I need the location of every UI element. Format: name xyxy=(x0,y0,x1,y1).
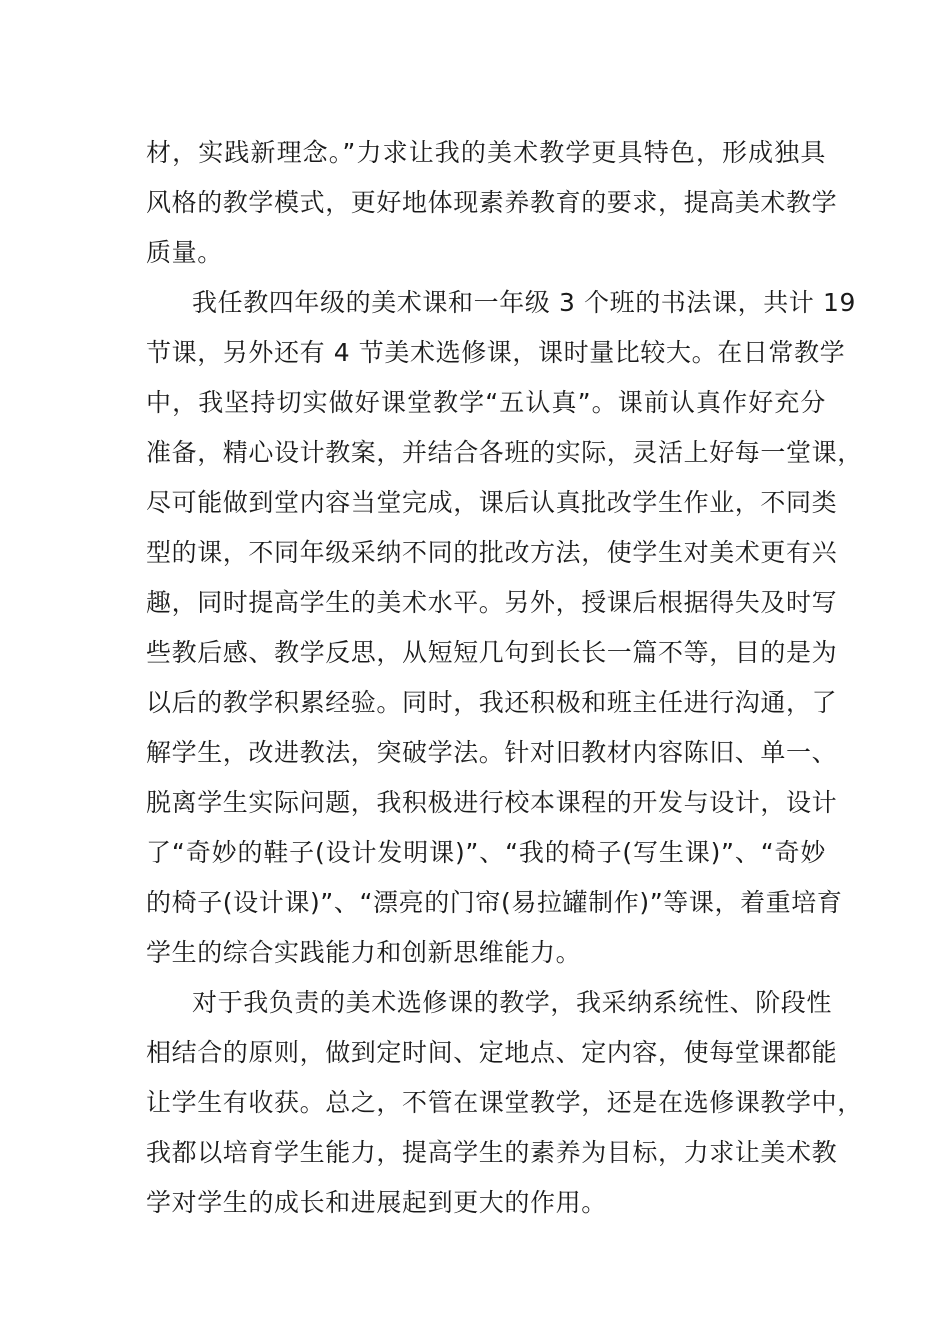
paragraph-1 xyxy=(146,128,838,278)
paragraph-line: 节课，另外还有 4 节美术选修课，课时量比较大。在日常教学 xyxy=(146,338,846,367)
paragraph-line: 解学生，改进教法，突破学法。针对旧教材内容陈旧、单一、 xyxy=(146,738,838,767)
paragraph-line: 我任教四年级的美术课和一年级 3 个班的书法课，共计 19 xyxy=(192,288,856,317)
paragraph-line: 脱离学生实际问题，我积极进行校本课程的开发与设计，设计 xyxy=(146,788,838,817)
paragraph-line: 对于我负责的美术选修课的教学，我采纳系统性、阶段性 xyxy=(192,988,833,1017)
paragraph-line: 些教后感、教学反思，从短短几句到长长一篇不等，目的是为 xyxy=(146,638,838,667)
paragraph-line: 以后的教学积累经验。同时，我还积极和班主任进行沟通，了 xyxy=(146,688,838,717)
paragraph-line: 质量。 xyxy=(146,238,223,267)
paragraph-line: 尽可能做到堂内容当堂完成，课后认真批改学生作业，不同类 xyxy=(146,488,838,517)
paragraph-line: 准备，精心设计教案，并结合各班的实际，灵活上好每一堂课， xyxy=(146,438,863,467)
paragraph-line: 型的课，不同年级采纳不同的批改方法，使学生对美术更有兴 xyxy=(146,538,838,567)
paragraph-line: 让学生有收获。总之，不管在课堂教学，还是在选修课教学中， xyxy=(146,1088,863,1117)
paragraph-3 xyxy=(146,978,863,1228)
paragraph-line: 中，我坚持切实做好课堂教学“五认真”。课前认真作好充分 xyxy=(146,388,826,417)
paragraph-line: 风格的教学模式，更好地体现素养教育的要求，提高美术教学 xyxy=(146,188,838,217)
paragraph-line: 材，实践新理念。”力求让我的美术教学更具特色，形成独具 xyxy=(146,138,826,167)
paragraph-line: 了“奇妙的鞋子(设计发明课)”、“我的椅子(写生课)”、“奇妙 xyxy=(146,838,826,867)
paragraph-line: 学对学生的成长和进展起到更大的作用。 xyxy=(146,1188,607,1217)
paragraph-line: 相结合的原则，做到定时间、定地点、定内容，使每堂课都能 xyxy=(146,1038,838,1067)
document-body xyxy=(146,128,863,1228)
paragraph-line: 趣，同时提高学生的美术水平。另外，授课后根据得失及时写 xyxy=(146,588,838,617)
paragraph-line: 我都以培育学生能力，提高学生的素养为目标，力求让美术教 xyxy=(146,1138,838,1167)
paragraph-line: 学生的综合实践能力和创新思维能力。 xyxy=(146,938,582,967)
paragraph-2 xyxy=(146,278,863,978)
paragraph-line: 的椅子(设计课)”、“漂亮的门帘(易拉罐制作)”等课，着重培育 xyxy=(146,888,843,917)
